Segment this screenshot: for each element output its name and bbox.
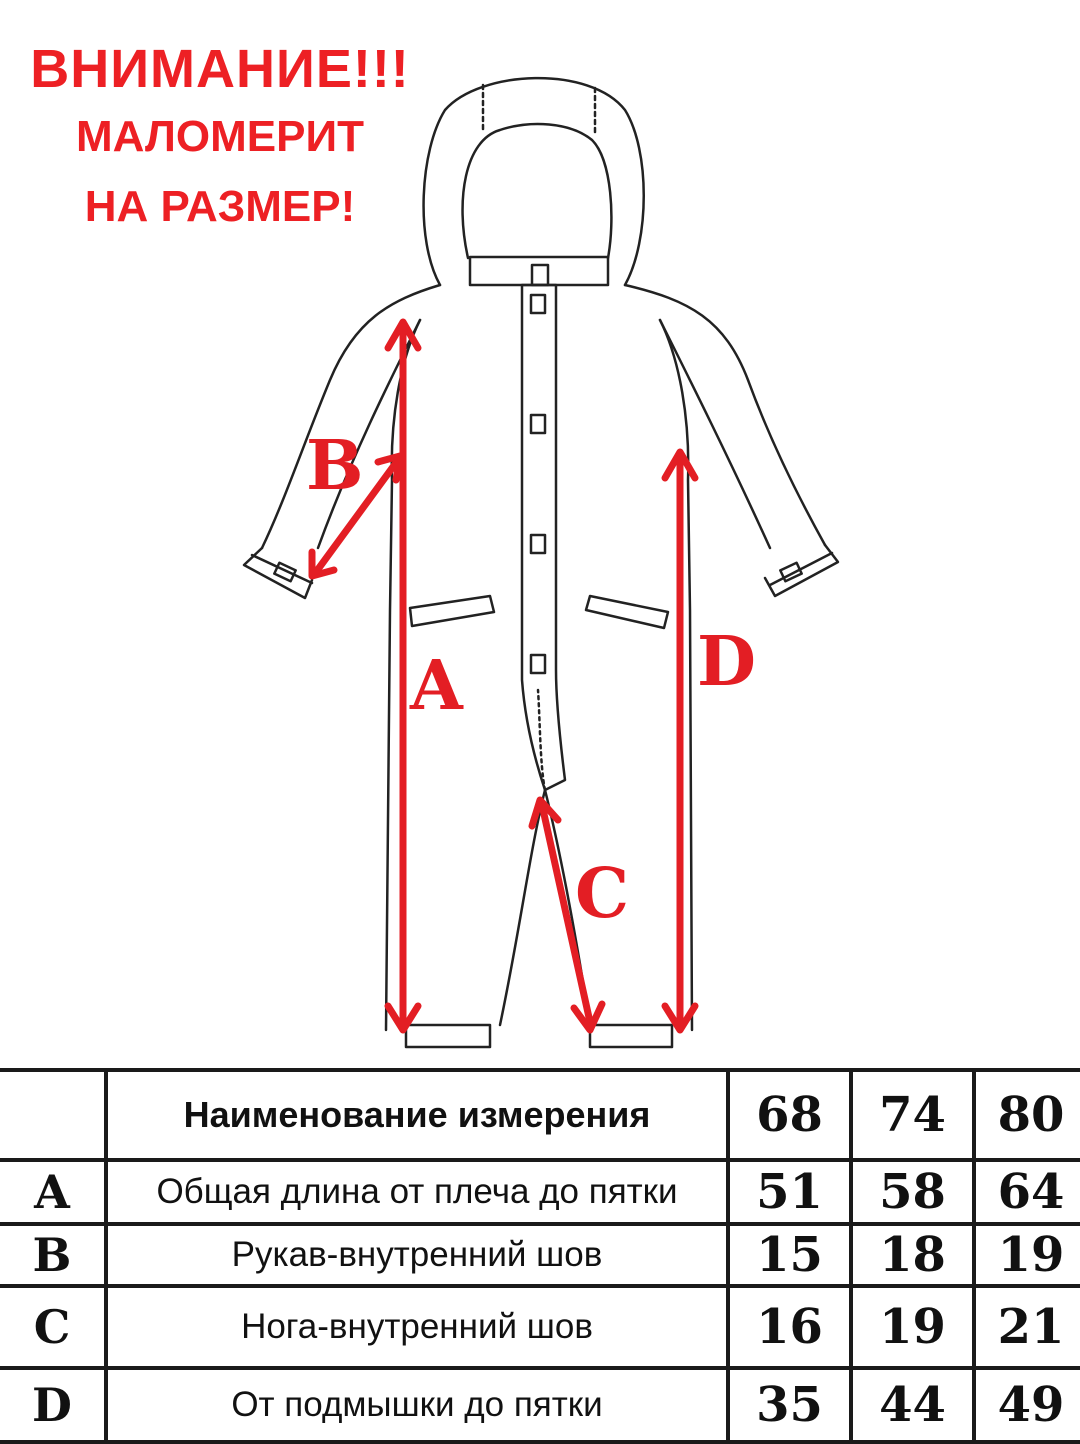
row-code: D [0,1368,106,1442]
table-header-row [0,1070,1080,1160]
row-value: 21 [974,1286,1080,1368]
row-value: 44 [851,1368,974,1442]
row-value: 35 [728,1368,851,1442]
row-value: 64 [974,1160,1080,1224]
label-b: B [306,426,364,506]
row-code: B [0,1224,106,1286]
row-code: C [0,1286,106,1368]
row-measurement: Нога-внутренний шов [106,1286,728,1368]
row-value: 18 [851,1224,974,1286]
header-size-74: 74 [851,1070,974,1160]
row-value: 16 [728,1286,851,1368]
jumpsuit-outline [244,78,838,1047]
label-d: D [697,622,756,702]
header-code-cell [0,1070,106,1160]
row-value: 58 [851,1160,974,1224]
table-row [0,1368,1080,1442]
table-row [0,1160,1080,1224]
row-value: 49 [974,1368,1080,1442]
row-value: 19 [974,1224,1080,1286]
row-value: 51 [728,1160,851,1224]
row-value: 19 [851,1286,974,1368]
row-measurement: От подмышки до пятки [106,1368,728,1442]
table-row [0,1286,1080,1368]
table-row [0,1224,1080,1286]
measurement-arrows [312,322,695,1030]
size-table [0,1068,1080,1444]
warning-line-1: ВНИМАНИЕ!!! [30,39,410,99]
row-measurement: Рукав-внутренний шов [106,1224,728,1286]
header-measurement-name: Наименование измерения [106,1070,728,1160]
label-c: C [575,854,630,934]
warning-line-2: МАЛОМЕРИТ [76,112,364,161]
row-value: 15 [728,1224,851,1286]
warning-line-3: НА РАЗМЕР! [84,182,356,231]
header-size-80: 80 [974,1070,1080,1160]
row-code: A [0,1160,106,1224]
label-a: A [410,646,463,726]
header-size-68: 68 [728,1070,851,1160]
row-measurement: Общая длина от плеча до пятки [106,1160,728,1224]
